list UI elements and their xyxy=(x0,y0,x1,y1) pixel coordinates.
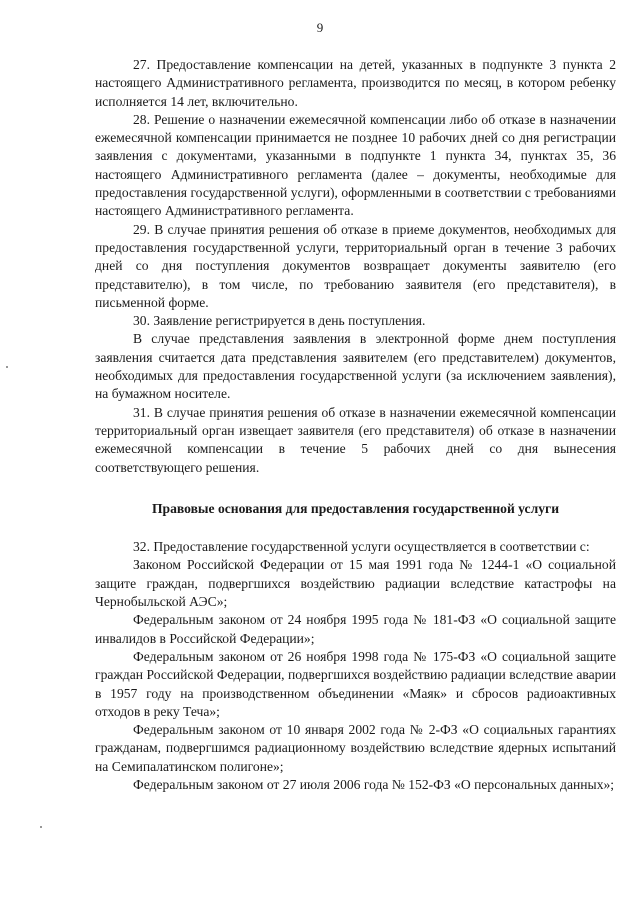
law-item: Законом Российской Федерации от 15 мая 1991 года № 1244-1 «О социальной защите граждан, подвергшихся воздействию радиации вследствие катастрофы на Чернобыльской АЭС»; xyxy=(95,557,616,610)
paragraph-28: 28. Решение о назначении ежемесячной компенсации либо об отказе в назначении ежемесячной компенсации принимается не позднее 10 рабочих дней со дня регистрации заявления с документами, указанными в подпункте 1 пункта 34, пунктах 35, 36 настоящего Административного регламента (далее – документы, необходимые для предоставления государственной услуги), оформленными в соответствии с требованиями настоящего Административного регламента. xyxy=(95,111,616,219)
law-item: Федеральным законом от 24 ноября 1995 года № 181-ФЗ «О социальной защите инвалидов в Российской Федерации»; xyxy=(95,612,616,646)
page-number: 9 xyxy=(316,20,324,35)
paragraph-27: 27. Предоставление компенсации на детей, указанных в подпункте 3 пункта 2 настоящего Административного регламента, производится по месяц, в котором ребенку исполняется 14 лет, включительно. xyxy=(95,57,616,109)
paragraph-29: 29. В случае принятия решения об отказе в приеме документов, необходимых для предоставления государственной услуги, территориальный орган в течение 3 рабочих дней со дня поступления документов возвращает документы заявителю (его представителю), в том числе, по требованию заявителя (его представителя), в письменной форме. xyxy=(95,221,616,310)
law-item: Федеральным законом от 27 июля 2006 года № 152-ФЗ «О персональных данных»; xyxy=(133,776,615,792)
section-heading: Правовые основания для предоставления государственной услуги xyxy=(151,500,560,516)
paragraph-31: 31. В случае принятия решения об отказе в назначении ежемесячной компенсации территориальный орган извещает заявителя (его представителя) об отказе в назначении ежемесячной компенсации в течение 5 рабочих дней со дня вынесения соответствующего решения. xyxy=(95,404,616,475)
scan-dot xyxy=(6,366,8,368)
paragraph-30: 30. Заявление регистрируется в день поступления. xyxy=(133,313,426,329)
document-body xyxy=(95,56,616,794)
paragraph-30-electronic: В случае представления заявления в электронной форме днем поступления заявления считается дата представления заявителем (его представителем) документов, необходимых для предоставления государственной услуги (за исключением заявления), на бумажном носителе. xyxy=(95,331,616,402)
law-item: Федеральным законом от 10 января 2002 года № 2-ФЗ «О социальных гарантиях гражданам, подвергшимся радиационному воздействию вследствие ядерных испытаний на Семипалатинском полигоне»; xyxy=(95,722,616,774)
law-item: Федеральным законом от 26 ноября 1998 года № 175-ФЗ «О социальной защите граждан Российской Федерации, подвергшихся воздействию радиации вследствие аварии в 1957 году на производственном объединении «Маяк» и сбросов радиоактивных отходов в реку Теча»; xyxy=(95,648,616,719)
paragraph-32: 32. Предоставление государственной услуги осуществляется в соответствии с: xyxy=(133,539,590,555)
scan-dot xyxy=(40,826,42,828)
